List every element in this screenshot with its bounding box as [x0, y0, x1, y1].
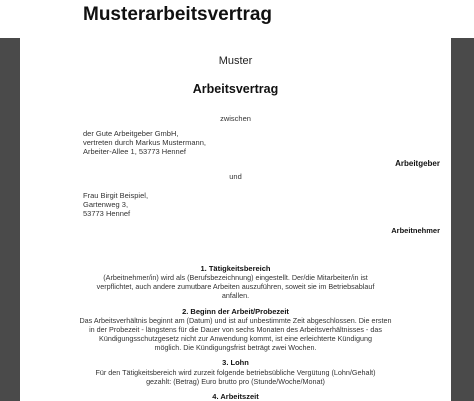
- section-2-title: 2. Beginn der Arbeit/Probezeit: [182, 307, 289, 316]
- section-3-body: [20, 368, 451, 386]
- section-line: (Arbeitnehmer/in) wird als (Berufsbezeichnung) eingestellt. Der/die Mitarbeiter/in ist: [103, 273, 368, 282]
- employee-address: [83, 191, 148, 218]
- employee-line: 53773 Hennef: [83, 209, 131, 218]
- employer-line: vertreten durch Markus Mustermann,: [83, 138, 206, 147]
- section-3-title: 3. Lohn: [222, 358, 249, 367]
- section-line: verpflichtet, auch andere zumutbare Arbeiten auszuführen, soweit sie im Betriebsablauf: [96, 282, 375, 291]
- section-line: anfallen.: [221, 291, 250, 300]
- section-line: in der Probezeit - längstens für die Dauer von sechs Monaten des Arbeitsverhältnisses - das: [89, 325, 382, 334]
- employee-line: Gartenweg 3,: [83, 200, 129, 209]
- section-4-title: 4. Arbeitszeit: [212, 392, 259, 401]
- employee-line: Frau Birgit Beispiel,: [83, 191, 149, 200]
- employee-role: Arbeitnehmer: [391, 226, 440, 235]
- und-label: und: [229, 172, 242, 181]
- section-1-body: [20, 273, 451, 300]
- section-line: Das Arbeitsverhältnis beginnt am (Datum) und ist auf unbestimmte Zeit abgeschlossen. Die ersten: [79, 316, 392, 325]
- contract-heading: Arbeitsvertrag: [192, 82, 279, 96]
- employer-role: Arbeitgeber: [395, 159, 440, 168]
- document-sheet: [20, 38, 451, 401]
- section-line: möglich. Die Kündigungsfrist beträgt zwei Wochen.: [154, 343, 317, 352]
- page-title: Musterarbeitsvertrag: [83, 4, 273, 25]
- zwischen-label: zwischen: [220, 114, 251, 123]
- section-line: Für den Tätigkeitsbereich wird zurzeit folgende betriebsübliche Vergütung (Lohn/Gehalt): [95, 368, 376, 377]
- section-line: gezahlt: (Betrag) Euro brutto pro (Stunde/Woche/Monat): [146, 377, 325, 386]
- employer-line: der Gute Arbeitgeber GmbH,: [83, 129, 179, 138]
- section-2-body: [20, 316, 451, 352]
- muster-label: Muster: [218, 55, 253, 67]
- employer-line: Arbeiter-Allee 1, 53773 Hennef: [83, 147, 186, 156]
- employer-address: [83, 129, 206, 156]
- section-line: Kündigungsschutzgesetz nicht zur Anwendung kommt, ist eine erleichterte Kündigung: [99, 334, 372, 343]
- section-1-title: 1. Tätigkeitsbereich: [200, 264, 271, 273]
